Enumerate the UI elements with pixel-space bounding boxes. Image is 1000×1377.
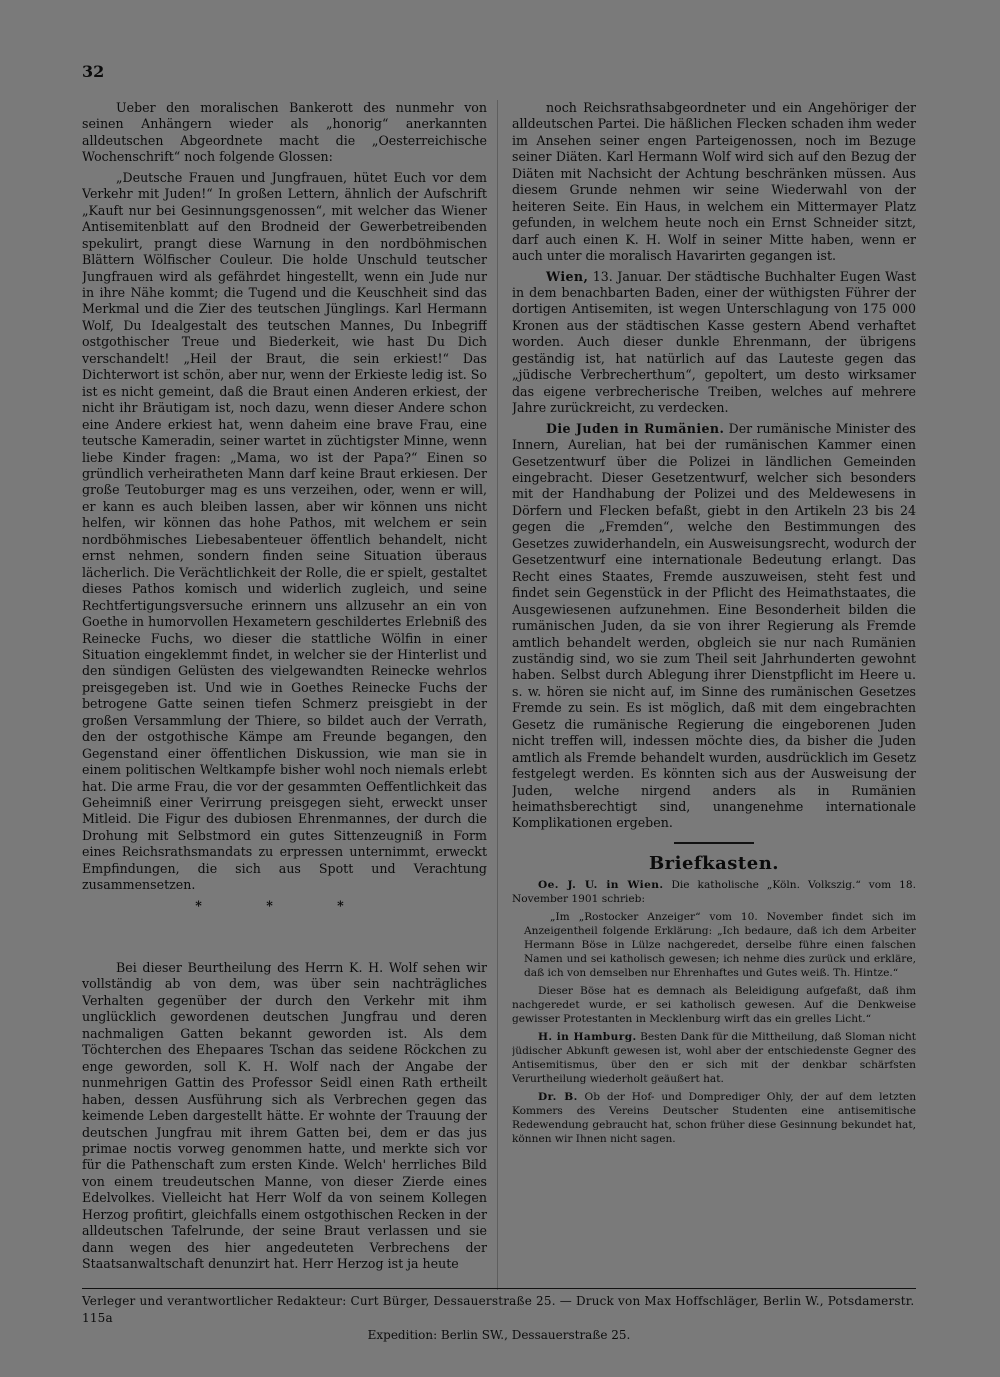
- wien-report: [512, 269, 916, 417]
- page-number: 32: [82, 62, 105, 81]
- article-quote: „Deutsche Frauen und Jungfrauen, hütet Euch vor dem Verkehr mit Juden!“ In großen Lettern, ähnlich der Aufschrift „Kauft nur bei Gesinnungsgenossen“, mit welcher das Wiener Antisemitenblatt auf den Brodneid der Gewerbetreibenden spekulirt, prangt diese Warnung in den nordböhmischen Blättern Wölfischer Couleur. Die holde Unschuld teutscher Jungfrauen wird als gefährdet hingestellt, wenn ein Jude nur in ihre Nähe kommt; die Tugend und die Keuschheit sind das Merkmal und die Zier des teutschen Jünglings. Karl Hermann Wolf, Du Idealgestalt des teutschen Mannes, Du Inbegriff ostgothischer Treue und Biederkeit, wie hast Du Dich verschandelt! „Heil der Braut, die sein erkiest!“ Das Dichterwort ist schön, aber nur, wenn der Erkieste ledig ist. So ist es nicht gemeint, daß die Braut einen Anderen erkiest, der nicht ihr Bräutigam ist, noch dazu, wenn dieser Andere schon eine Andere erkiest hat, wenn daheim eine brave Frau, eine teutsche Kameradin, seiner wartet in züchtigster Minne, wenn liebe Kinder fragen: „Mama, wo ist der Papa?“ Einen so gründlich verheiratheten Mann darf keine Braut erkiesen. Der große Teutoburger mag es uns verzeihen, oder, wenn er will, er kann es auch bleiben lassen, aber wir können uns nicht helfen, wir können das hohe Pathos, mit welchem er sein nordböhmisches Liebesabenteuer öffentlich behandelt, nicht ernst nehmen, sondern finden seine Situation überaus lächerlich. Die Verächtlichkeit der Rolle, die er spielt, gestaltet dieses Pathos komisch und widerlich zugleich, und seine Rechtfertigungsversuche erinnern uns allzusehr an ein von Goethe in humorvollen Hexametern geschildertes Erlebniß des Reinecke Fuchs, wo dieser die stattliche Wölfin in einer Situation eingeklemmt findet, in welcher sie der Hinterlist und den sündigen Gelüsten des vielgewandten Reinecke wehrlos preisgegeben ist. Und wie in Goethes Reinecke Fuchs der betrogene Gatte seinen tiefen Schmerz preisgiebt in der großen Versammlung der Thiere, so bildet auch der Verrath, den der ostgothische Kämpe am Freunde begangen, den Gegenstand einer öffentlichen Diskussion, wie man sie in einem politischen Weltkampfe bisher wohl noch niemals erlebt hat. Die arme Frau, die vor der gesammten Oeffentlichkeit das Geheimniß einer Verirrung preisgegen sieht, erweckt unser Mitleid. Die Figur des dubiosen Ehrenmannes, der durch die Drohung mit Selbstmord ein gutes Sittenzeugniß in Form eines Reichsrathsmandats zu erpressen unternimmt, erweckt Empfindungen, die sich aus Spott und Verachtung zusammensetzen.: [82, 169, 487, 893]
- letter-3-text: Ob der Hof- und Domprediger Ohly, der auf dem letzten Kommers des Vereins Deutscher Studenten eine antisemitische Redewendung gebraucht hat, schon früher diese Gesinnung bekundet hat, können wir Ihnen nicht sagen.: [512, 1091, 916, 1146]
- imprint-expedition: Expedition: Berlin SW., Dessauerstraße 25.: [367, 1328, 631, 1342]
- left-column-continued: [82, 960, 487, 1290]
- letter-entry-1: [512, 878, 916, 906]
- article-continuation: Bei dieser Beurtheilung des Herrn K. H. Wolf sehen wir vollständig ab von dem, was über sein nachträgliches Verhalten gegenüber der durch den Verkehr mit ihm unglücklich gewordenen deutschen Jungfrau und deren nachmaligen Gatten bekannt geworden ist. Als dem Töchterchen des Ehepaares Tschan das seidene Röckchen zu enge geworden, soll K. H. Wolf nach der Angabe der nunmehrigen Gattin des Professor Seidl einen Rath ertheilt haben, dessen Ausführung sich als Verbrechen gegen das keimende Leben dargestellt hätte. Er wohnte der Trauung der deutschen Jungfrau mit ihrem Gatten bei, dem er das jus primae noctis vorweg genommen hatte, und merkte sich vor für die Pathenschaft zum ersten Kinde. Welch' herrliches Bild von einem treudeutschen Manne, von dieser Zierde eines Edelvolkes. Vielleicht hat Herr Wolf da von seinem Kollegen Herzog profitirt, gleichfalls einem ostgothischen Recken in der alldeutschen Tafelrunde, der seine Braut verlassen und sie dann wegen des hier angedeuteten Verbrechens der Staatsanwaltschaft denunzirt hat. Herr Herzog ist ja heute: [82, 960, 487, 1272]
- article-continuation-right: noch Reichsrathsabgeordneter und ein Angehöriger der alldeutschen Partei. Die häßlichen Flecken schaden ihm weder im Ansehen seiner engen Parteigenossen, noch im Bezuge seiner Diäten. Karl Hermann Wolf wird sich auf den Bezug der Diäten mit Nachsicht der Achtung beschränken müssen. Aus diesem Grunde nehmen wir seine Wiederwahl von der heiteren Seite. Ein Haus, in welchem ein Mittermayer Platz gefunden, in welchem heute noch ein Ernst Schneider sitzt, darf auch einen K. H. Wolf in seiner Mitte haben, wenn er auch unter die moralisch Havarirten gegangen ist.: [512, 100, 916, 264]
- letter-entry-3: [512, 1090, 916, 1146]
- right-column: [512, 100, 916, 1285]
- letter-1-tail: Dieser Böse hat es demnach als Beleidigung aufgefaßt, daß ihm nachgeredet wurde, er sei katholisch gewesen. Auf die Denkweise gewisser Protestanten in Mecklenburg wirft das ein grelles Licht.“: [512, 985, 916, 1026]
- rumania-text: Der rumänische Minister des Innern, Aurelian, hat bei der rumänischen Kammer einen Gesetzentwurf über die Polizei in ländlichen Gemeinden eingebracht. Dieser Gesetzentwurf, welcher sich besonders mit der Handhabung der Polizei und des Meldewesens in Dörfern und Flecken befaßt, giebt in den Artikeln 23 bis 24 gegen die „Fremden“, welche den Bestimmungen des Gesetzes zuwiderhandeln, ein Ausweisungsrecht, wodurch der Gesetzentwurf eine internationale Bedeutung erlangt. Das Recht eines Staates, Fremde auszuweisen, steht fest und findet sein Gegenstück in der Pflicht des Heimathstaates, die Ausgewiesenen aufzunehmen. Eine Besonderheit bilden die rumänischen Juden, da sie von ihrer Regierung als Fremde amtlich behandelt werden, obgleich sie nur nach Rumänien zuständig sind, wo sie zum Theil seit Jahrhunderten gewohnt haben. Selbst durch Ablegung ihrer Dienstpflicht im Heere u. s. w. hören sie nicht auf, im Sinne des rumänischen Gesetzes Fremde zu sein. Es ist möglich, daß mit dem eingebrachten Gesetz die rumänische Regierung die eingeborenen Juden nicht treffen will, indessen möchte dies, da bisher die Juden amtlich als Fremde behandelt wurden, ausdrücklich im Gesetz festgelegt werden. Es könnten sich aus der Ausweisung der Juden, welche nirgend anders als in Rumänien heimathsberechtigt sind, unangenehme internationale Komplikationen ergeben.: [512, 420, 916, 831]
- article-intro: Ueber den moralischen Bankerott des nunmehr von seinen Anhängern wieder als „honorig“ anerkannten alldeutschen Abgeordnete macht die „Oesterreichische Wochenschrift“ noch folgende Glossen:: [82, 100, 487, 165]
- left-column: [82, 100, 487, 960]
- briefkasten-title: Briefkasten.: [648, 852, 780, 874]
- letter-2-heading: H. in Hamburg.: [538, 1031, 637, 1044]
- section-divider: [674, 842, 754, 844]
- imprint-publisher: Verleger und verantwortlicher Redakteur: Curt Bürger, Dessauerstraße 25. — Druck von Max Hoffschläger, Berlin W., Potsdamerstr. 115a: [82, 1294, 915, 1325]
- briefkasten-section: [512, 878, 916, 1146]
- letter-3-heading: Dr. B.: [538, 1091, 578, 1104]
- imprint-footer: [82, 1288, 916, 1344]
- section-stars: * * *: [195, 897, 374, 913]
- wien-heading: Wien,: [546, 268, 589, 284]
- rumania-heading: Die Juden in Rumänien.: [546, 420, 725, 436]
- letter-2-text: Besten Dank für die Mittheilung, daß Sloman nicht jüdischer Abkunft gewesen ist, wohl aber der entschiedenste Gegner des Antisemitismus, über den er sich mit der denkbar schärfsten Verurtheilung wiederholt geäußert hat.: [512, 1031, 916, 1086]
- letter-1-text: Die katholische „Köln. Volkszig.“ vom 18. November 1901 schrieb:: [512, 879, 916, 906]
- letter-1-heading: Oe. J. U. in Wien.: [538, 879, 664, 892]
- column-divider: [497, 100, 498, 1290]
- letter-entry-2: [512, 1030, 916, 1086]
- letter-1-quote: „Im „Rostocker Anzeiger“ vom 10. November findet sich im Anzeigentheil folgende Erklärung: „Ich bedaure, daß ich dem Arbeiter Hermann Böse in Lülze nachgeredet, derselbe führe einen falschen Namen und sei katholisch gewesen; ich nehme dies zurück und erkläre, daß ich von demselben nur Ehrenhaftes und Gutes weiß. Th. Hintze.“: [524, 911, 916, 980]
- wien-text: 13. Januar. Der städtische Buchhalter Eugen Wast in dem benachbarten Baden, einer der wüthigsten Führer der dortigen Antisemiten, ist wegen Unterschlagung von 175 000 Kronen aus der städtischen Kasse gestern Abend verhaftet worden. Auch dieser dunkle Ehrenmann, der übrigens geständig ist, hat natürlich auf das Lauteste gegen das „jüdische Verbrecherthum“, gepoltert, um desto wirksamer das eigene verbrecherische Treiben, welches auf mehrere Jahre zurückreicht, zu verdecken.: [512, 268, 916, 416]
- rumania-report: [512, 421, 916, 832]
